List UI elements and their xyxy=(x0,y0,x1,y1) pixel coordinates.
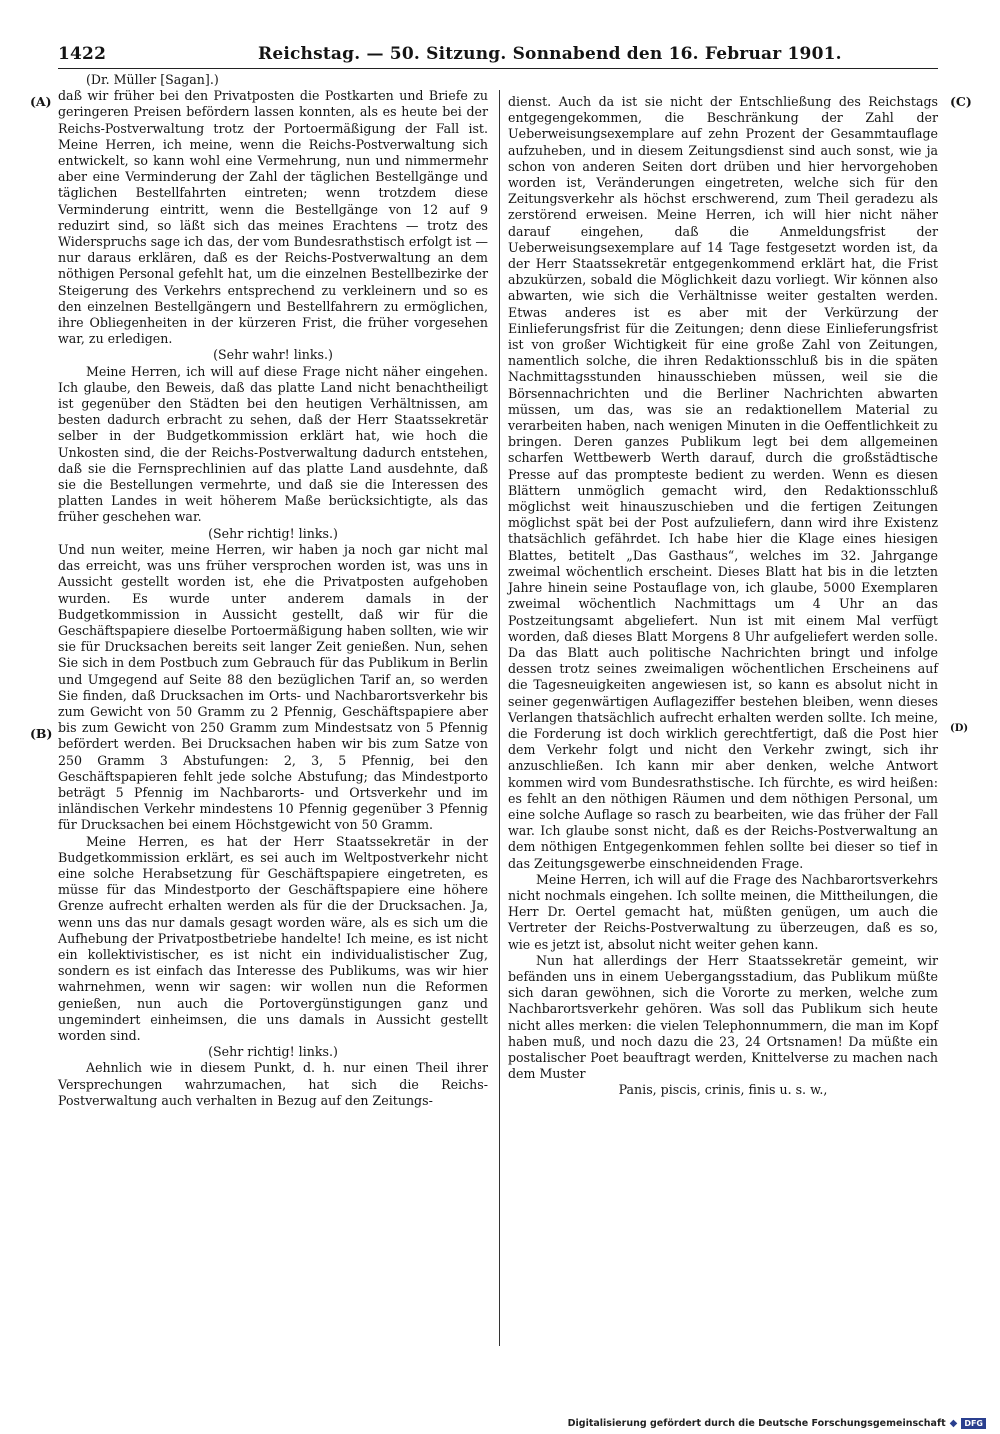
latin-verse: Panis, piscis, crinis, finis u. s. w., xyxy=(618,1082,828,1098)
paragraph: Meine Herren, ich will auf diese Frage nicht näher eingehen. Ich glaube, den Beweis, daß das platte Land nicht benachtheiligt ist gegenüber den Städten bei den heutigen Verhältnissen, am besten dadurch erbracht zu sehen, daß der Herr Staatssekretär selber in der Budgetkommission erklärt hat, wie hoch die Unkosten sind, die der Reichs-Postverwaltung dadurch entstehen, daß sie die Fernsprechlinien auf das platte Land ausdehnte, daß sie die Bestellungen vermehrte, und daß sie die Interessen des platten Landes in weit höherem Maße berücksichtigte, als das früher geschehen war. xyxy=(58,363,488,525)
interjection: (Sehr wahr! links.) xyxy=(213,347,333,363)
column-divider xyxy=(499,90,500,1346)
paragraph: Aehnlich wie in diesem Punkt, d. h. nur einen Theil ihrer Versprechungen wahrzumachen, hat sich die Reichs-Postverwaltung auch verhalten in Bezug auf den Zeitungs- xyxy=(58,1060,488,1108)
margin-mark-b: (B) xyxy=(30,726,53,741)
paragraph: Und nun weiter, meine Herren, wir haben ja noch gar nicht mal das erreicht, was uns früher versprochen worden ist, was uns in Aussicht gestellt worden ist, ehe die Privatposten aufgehoben wurden. Es wurde unter anderem damals in der Budgetkommission in Aussicht gestellt, daß wir für die Geschäftspapiere dieselbe Portoermäßigung haben sollten, wie wir sie für Drucksachen bereits seit langer Zeit genießen. Nun, sehen Sie sich in dem Postbuch zum Gebrauch für das Publikum in Berlin und Umgegend auf Seite 88 den bezüglichen Tarif an, so werden Sie finden, daß Drucksachen im Orts- und Nachbarortsverkehr bis zum Gewicht von 50 Gramm zu 2 Pfennig, Geschäftspapiere aber bis zum Gewicht von 250 Gramm zum Mindestsatz von 5 Pfennig befördert werden. Bei Drucksachen haben wir bis zum Satze von 250 Gramm 3 Abstufungen: 2, 3, 5 Pfennig, bei den Geschäftspapieren fehlt jede solche Abstufung; das Mindestporto beträgt 5 Pfennig im Nachbarorts- und Ortsverkehr und im inländischen Verkehr mindestens 10 Pfennig gegenüber 3 Pfennig für Drucksachen bei einem Höchstgewicht von 50 Gramm. xyxy=(58,541,488,833)
page-header xyxy=(58,36,938,69)
left-column xyxy=(58,72,488,1109)
margin-mark-c: (C) xyxy=(950,94,972,109)
credit-text: Digitalisierung gefördert durch die Deutsche Forschungsgemeinschaft xyxy=(567,1417,946,1429)
speaker-label: (Dr. Müller [Sagan].) xyxy=(86,72,219,87)
interjection: (Sehr richtig! links.) xyxy=(208,525,338,541)
paragraph: Meine Herren, es hat der Herr Staatssekretär in der Budgetkommission erklärt, es sei auch im Weltpostverkehr nicht eine solche Herabsetzung für Geschäftspapiere eingetreten, es müsse für das Mindestporto der Geschäftspapiere eine höhere Grenze aufrecht erhalten werden als für die der Drucksachen. Ja, wenn uns das nur damals gesagt worden wäre, als es sich um die Aufhebung der Privatpostbetriebe handelte! Ich meine, es ist nicht ein kollektivistischer, es ist nicht ein individualistischer Zug, sondern es ist einfach das Interesse des Publikums, was wir hier wahrnehmen, wenn wir sagen: wir wollen nun die Reformen genießen, nun auch die Portovergünstigungen ganz und ungemindert einheimsen, die uns damals in Aussicht gestellt worden sind. xyxy=(58,833,488,1043)
running-title: Reichstag. — 50. Sitzung. Sonnabend den 16. Februar 1901. xyxy=(258,44,842,64)
paragraph: Meine Herren, ich will auf die Frage des Nachbarortsverkehrs nicht nochmals eingehen. Ich sollte meinen, die Mittheilungen, die Herr Dr. Oertel gemacht hat, müßten genügen, um auch die Vertreter der Reichs-Postverwaltung zu überzeugen, daß es so, wie es jetzt ist, absolut nicht weiter gehen kann. xyxy=(508,871,938,952)
paragraph: Nun hat allerdings der Herr Staatssekretär gemeint, wir befänden uns in einem Uebergangsstadium, das Publikum müßte sich daran gewöhnen, sich die Vororte zu merken, welche zum Nachbarortsverkehr gehören. Was soll das Publikum sich heute nicht alles merken: die vielen Telephonnummern, die man im Kopf haben muß, und noch dazu die 23, 24 Ortsnamen! Da müßte ein postalischer Poet beauftragt werden, Knittelverse zu machen nach dem Muster xyxy=(508,952,938,1082)
margin-mark-a: (A) xyxy=(30,94,52,109)
digitization-credit xyxy=(568,1416,986,1430)
paragraph: daß wir früher bei den Privatposten die Postkarten und Briefe zu geringeren Preisen befördern lassen konnten, als es heute bei der Reichs-Postverwaltung trotz der Portoermäßigung der Fall ist. Meine Herren, ich meine, wenn die Reichs-Postverwaltung sich entwickelt, so kann wohl eine Vermehrung, nun und nimmermehr aber eine Verminderung der Zahl der täglichen Bestellgänge und täglichen Bestellfahrten eintreten; wenn trotzdem diese Verminderung eintritt, wenn die Bestellgänge von 12 auf 9 reduzirt sind, so läßt sich das meines Erachtens — trotz des Widerspruchs sage ich das, der vom Bundesrathstisch erfolgt ist — nur daraus erklären, daß es der Reichs-Postverwaltung an dem nöthigen Personal gefehlt hat, um die einzelnen Bestellbezirke der Steigerung des Verkehrs entsprechend zu verkleinern und so es den einzelnen Bestellgängern und Bestellfahrern zu ermöglichen, ihre Obliegenheiten in der kürzeren Frist, die früher vorgesehen war, zu erledigen. xyxy=(58,88,488,347)
interjection: (Sehr richtig! links.) xyxy=(208,1044,338,1060)
right-column xyxy=(508,94,938,1099)
dfg-logo: DFG xyxy=(961,1418,986,1429)
page-number: 1422 xyxy=(58,44,107,64)
paragraph: dienst. Auch da ist sie nicht der Entschließung des Reichstags entgegengekommen, die Beschränkung der Zahl der Ueberweisungsexemplare auf zehn Prozent der Gesammtauflage aufzuheben, und in diesem Zeitungsdienst sind auch sonst, wie ja schon von anderen Seiten dort drüben und hier hervorgehoben worden ist, Veränderungen eingetreten, welche sich für den Zeitungsverkehr als höchst erschwerend, zum Theil geradezu als zerstörend erweisen. Meine Herren, ich will hier nicht näher darauf eingehen, daß die Anmeldungsfrist der Ueberweisungsexemplare auf 14 Tage festgesetzt worden ist, da der Herr Staatssekretär entgegenkommend erklärt hat, die Frist abzukürzen, sobald die Möglichkeit dazu vorliegt. Wir können also abwarten, wie sich die Verhältnisse weiter gestalten werden. Etwas anderes ist es aber mit der Verkürzung der Einlieferungsfrist für die Zeitungen; denn diese Einlieferungsfrist ist von großer Wichtigkeit für eine große Zahl von Zeitungen, namentlich solche, die ihren Redaktionsschluß bis in die späten Nachmittagsstunden hinausschieben müssen, weil sie die Börsennachrichten und die Berliner Nachrichten abwarten müssen, um das, was sie an redaktionellem Material zu verarbeiten haben, nach wenigen Minuten in die Oeffentlichkeit zu bringen. Deren ganzes Publikum legt bei dem allgemeinen scharfen Wettbewerb Werth darauf, durch die großstädtische Presse auf das prompteste bedient zu werden. Wenn es diesen Blättern unmöglich gemacht wird, den Redaktionsschluß möglichst weit hinauszuschieben und die fertigen Zeitungen möglichst spät bei der Post aufzuliefern, dann wird ihre Existenz thatsächlich gefährdet. Ich habe hier die Klage eines hiesigen Blattes, betitelt „Das Gasthaus“, welches im 32. Jahrgange zweimal wöchentlich erscheint. Dieses Blatt hat bis in die letzten Jahre hinein seine Postauflage von, ich glaube, 5000 Exemplaren zweimal wöchentlich Nachmittags um 4 Uhr an das Postzeitungsamt abgeliefert. Nun ist mit einem Mal verfügt worden, daß dieses Blatt Morgens 8 Uhr aufgeliefert werden solle. Da das Blatt auch politische Nachrichten bringt und infolge dessen trotz seines zweimaligen wöchentlichen Erscheinens auf die Tagesneuigkeiten angewiesen ist, so kann es absolut nicht in seiner gegenwärtigen Auflageziffer bestehen bleiben, wenn dieses Verlangen thatsächlich aufrecht erhalten werden sollte. Ich meine, die Forderung ist doch wirklich gerechtfertigt, daß die Post hier dem Verkehr folgt und nicht den Verkehr zwingt, sich ihr anzuschließen. Ich kann mir aber denken, welche Antwort kommen wird vom Bundesrathstische. Ich fürchte, es wird heißen: es fehlt an den nöthigen Räumen und dem nöthigen Personal, um eine solche Auflage so rasch zu bearbeiten, wie das früher der Fall war. Ich glaube sonst nicht, daß es der Reichs-Postverwaltung an dem nöthigen Entgegenkommen fehlen sollte bei dieser so tief in das Zeitungsgewerbe einschneidenden Frage. xyxy=(508,94,938,871)
dfg-logo-icon: ◆ xyxy=(949,1417,958,1429)
margin-mark-d: (D) xyxy=(950,723,969,734)
